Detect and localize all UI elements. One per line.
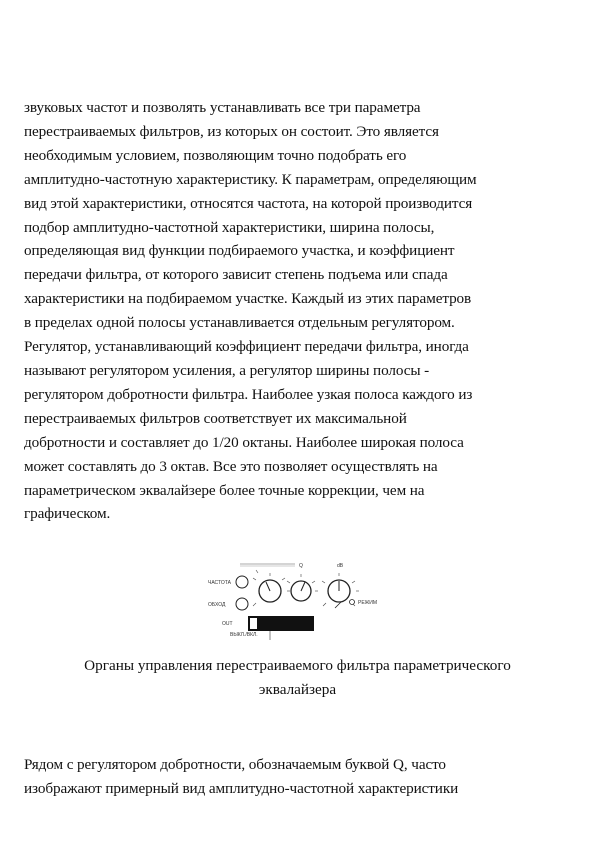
text-line: Регулятор, устанавливающий коэффициент передачи фильтра, иногда (24, 338, 469, 356)
text-line: изображают примерный вид амплитудно-частотной характеристики (24, 779, 459, 797)
caption-line: эквалайзера (258, 680, 337, 698)
text-line: необходимым условием, позволяющим точно подобрать его (24, 146, 407, 164)
q-knob[interactable] (291, 581, 311, 601)
text-line: параметрическом эквалайзере более точные коррекции, чем на (24, 481, 425, 499)
body-paragraph-2 (24, 753, 576, 801)
onoff-label: ВЫКЛ./ВКЛ. (230, 632, 258, 638)
caption-line: Органы управления перестраиваемого фильтра параметрического (84, 657, 511, 674)
text-line: регулятором добротности фильтра. Наиболее узкая полоса каждого из (24, 385, 473, 403)
text-line: вид этой характеристики, относятся частота, на которой производится (24, 194, 473, 212)
text-line: в пределах одной полосы устанавливается отдельным регулятором. (24, 314, 455, 332)
gain-knob[interactable] (328, 580, 350, 602)
text-line: перестраиваемых фильтров соответствует их максимальной (24, 409, 407, 427)
q-label: Q (299, 563, 303, 569)
display-panel (248, 616, 314, 631)
bypass-button[interactable] (236, 598, 248, 610)
onoff-switch[interactable] (250, 618, 257, 629)
text-line: амплитудно-частотную характеристику. К параметрам, определяющим (24, 170, 477, 188)
mode-label: РЕЖИМ (358, 600, 378, 606)
mode-indicator-icon (350, 600, 355, 605)
db-label: dB (337, 563, 344, 569)
frequency-range-button[interactable] (236, 576, 248, 588)
text-line: подбор амплитудно-частотной характеристики, ширина полосы, (24, 218, 435, 236)
equalizer-controls-figure (200, 558, 393, 640)
text-line: характеристики на подбираемом участке. Каждый из этих параметров (24, 290, 472, 308)
text-line: перестраиваемых фильтров, из которых он состоит. Это является (24, 122, 439, 140)
text-line: передачи фильтра, от которого зависит степень подъема или спада (24, 266, 448, 284)
frequency-label: ЧАСТОТА (208, 580, 231, 586)
text-line: добротности и составляет до 1/20 октаны. Наиболее широкая полоса (24, 433, 464, 451)
text-line: звуковых частот и позволять устанавливать все три параметра (24, 99, 421, 116)
frequency-knob[interactable] (259, 580, 281, 602)
bypass-label: ОБХОД (208, 602, 226, 608)
text-line: графическом. (24, 505, 111, 523)
text-line: Рядом с регулятором добротности, обозначаемым буквой Q, часто (24, 756, 446, 773)
text-line: определяющая вид функции подбираемого участка, и коэффициент (24, 242, 455, 260)
figure-caption (0, 654, 595, 702)
text-line: может составлять до 3 октав. Все это позволяет осуществлять на (24, 457, 438, 475)
text-line: называют регулятором усиления, а регулятор ширины полосы - (24, 361, 430, 379)
body-paragraph-1 (24, 96, 576, 526)
out-label: OUT (222, 621, 233, 627)
